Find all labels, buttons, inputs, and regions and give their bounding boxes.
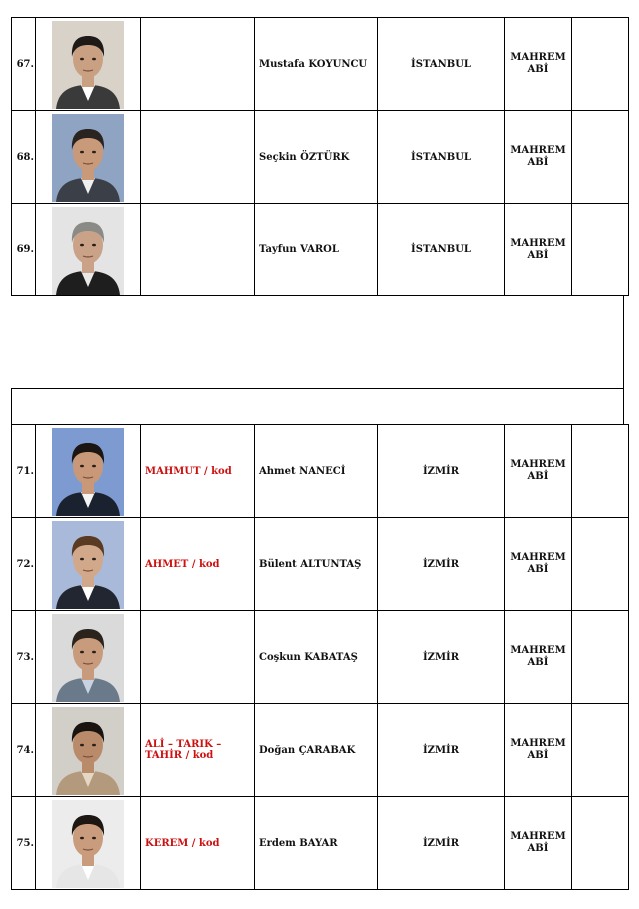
city: İZMİR xyxy=(378,518,505,611)
code-name xyxy=(141,611,255,704)
role-line-1: MAHREM xyxy=(510,831,566,842)
city: İZMİR xyxy=(378,704,505,797)
role-line-2: ABİ xyxy=(527,157,549,168)
role xyxy=(505,518,572,611)
row-number: 67. xyxy=(12,18,36,111)
personnel-table-izmir xyxy=(11,424,629,890)
portrait-photo xyxy=(52,614,124,702)
blank-header-row xyxy=(11,388,624,425)
empty-cell xyxy=(572,518,629,611)
table-row xyxy=(12,204,629,296)
role-line-1: MAHREM xyxy=(510,52,566,63)
city: İZMİR xyxy=(378,611,505,704)
empty-cell xyxy=(572,704,629,797)
row-number: 73. xyxy=(12,611,36,704)
city: İZMİR xyxy=(378,797,505,890)
role xyxy=(505,204,572,296)
photo-cell xyxy=(36,111,141,204)
empty-cell xyxy=(572,111,629,204)
role-line-2: ABİ xyxy=(527,249,549,261)
empty-cell xyxy=(572,797,629,890)
code-name: ALİ – TARIK – TAHİR / kod xyxy=(141,704,255,797)
row-number: 68. xyxy=(12,111,36,204)
empty-cell xyxy=(572,611,629,704)
row-number: 74. xyxy=(12,704,36,797)
row-number: 71. xyxy=(12,425,36,518)
code-name xyxy=(141,111,255,204)
photo-cell xyxy=(36,797,141,890)
role-line-1: MAHREM xyxy=(510,237,566,249)
role-line-1: MAHREM xyxy=(510,459,566,470)
code-name xyxy=(141,18,255,111)
table-row xyxy=(12,797,629,890)
role xyxy=(505,425,572,518)
role-line-1: MAHREM xyxy=(510,645,566,656)
role-line-2: ABİ xyxy=(527,750,549,761)
table-row xyxy=(12,425,629,518)
portrait-photo xyxy=(52,428,124,516)
portrait-photo xyxy=(52,21,124,109)
person-name: Seçkin ÖZTÜRK xyxy=(255,111,378,204)
role-line-1: MAHREM xyxy=(510,145,566,156)
city: İZMİR xyxy=(378,425,505,518)
photo-cell xyxy=(36,204,141,296)
photo-cell xyxy=(36,611,141,704)
portrait-photo xyxy=(52,207,124,295)
person-name: Bülent ALTUNTAŞ xyxy=(255,518,378,611)
person-name: Coşkun KABATAŞ xyxy=(255,611,378,704)
role-line-1: MAHREM xyxy=(510,738,566,749)
role xyxy=(505,797,572,890)
photo-cell xyxy=(36,704,141,797)
role-line-2: ABİ xyxy=(527,657,549,668)
role-line-1: MAHREM xyxy=(510,552,566,563)
role xyxy=(505,611,572,704)
table-row xyxy=(12,704,629,797)
empty-cell xyxy=(572,204,629,296)
person-name: Tayfun VAROL xyxy=(255,204,378,296)
role-line-2: ABİ xyxy=(527,843,549,854)
photo-cell xyxy=(36,18,141,111)
person-name: Mustafa KOYUNCU xyxy=(255,18,378,111)
empty-cell xyxy=(572,425,629,518)
portrait-photo xyxy=(52,114,124,202)
city: İSTANBUL xyxy=(378,111,505,204)
person-name: Erdem BAYAR xyxy=(255,797,378,890)
table-row xyxy=(12,18,629,111)
personnel-table-istanbul xyxy=(11,17,629,296)
role xyxy=(505,111,572,204)
city: İSTANBUL xyxy=(378,204,505,296)
row-number: 69. xyxy=(12,204,36,296)
portrait-photo xyxy=(52,521,124,609)
code-name xyxy=(141,204,255,296)
photo-cell xyxy=(36,425,141,518)
role-line-2: ABİ xyxy=(527,471,549,482)
person-name: Ahmet NANECİ xyxy=(255,425,378,518)
portrait-photo xyxy=(52,707,124,795)
role-line-2: ABİ xyxy=(527,564,549,575)
table-row xyxy=(12,611,629,704)
row-number: 72. xyxy=(12,518,36,611)
city: İSTANBUL xyxy=(378,18,505,111)
table-row xyxy=(12,111,629,204)
role xyxy=(505,704,572,797)
empty-cell xyxy=(572,18,629,111)
photo-cell xyxy=(36,518,141,611)
code-name: MAHMUT / kod xyxy=(141,425,255,518)
role xyxy=(505,18,572,111)
row-number: 75. xyxy=(12,797,36,890)
blank-section xyxy=(11,295,624,389)
portrait-photo xyxy=(52,800,124,888)
code-name: AHMET / kod xyxy=(141,518,255,611)
role-line-2: ABİ xyxy=(527,64,549,75)
code-name: KEREM / kod xyxy=(141,797,255,890)
person-name: Doğan ÇARABAK xyxy=(255,704,378,797)
table-row xyxy=(12,518,629,611)
